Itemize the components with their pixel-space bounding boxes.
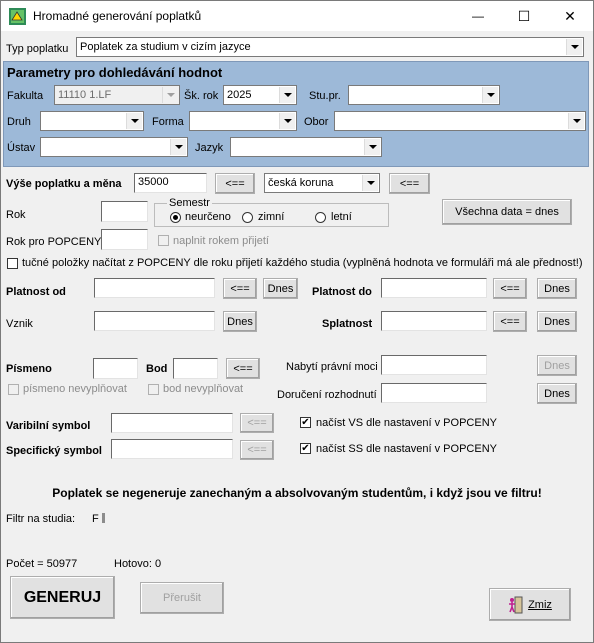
splatnost-label: Splatnost xyxy=(322,318,373,330)
radio-zimni[interactable] xyxy=(242,212,253,223)
druh-label: Druh xyxy=(7,116,31,128)
bod-input[interactable] xyxy=(173,358,218,379)
maximize-icon: ☐ xyxy=(517,7,531,24)
platnost-od-label: Platnost od xyxy=(6,286,66,298)
ss-checkbox[interactable] xyxy=(300,443,311,454)
platnost-do-today-button[interactable]: Dnes xyxy=(537,278,577,299)
params-panel xyxy=(3,61,589,167)
rok-popceny-input[interactable] xyxy=(101,229,148,250)
ss-input[interactable] xyxy=(111,439,233,459)
obor-select[interactable] xyxy=(334,111,586,131)
interrupt-button[interactable]: Přerušit xyxy=(140,582,224,614)
platnost-od-today-button[interactable]: Dnes xyxy=(263,278,298,299)
platnost-od-fill-button[interactable]: <== xyxy=(223,278,257,299)
skrok-value: 2025 xyxy=(227,89,252,101)
exit-door-icon xyxy=(508,596,524,614)
pismeno-nevyplnovat-label: písmeno nevyplňovat xyxy=(23,383,127,395)
platnost-do-label: Platnost do xyxy=(312,286,372,298)
splatnost-fill-button[interactable]: <== xyxy=(493,311,527,332)
tucne-label: tučné položky načítat z POPCENY dle roku přijetí každého studia (vyplněná hodnota ve formuláři má ale přednost!) xyxy=(22,257,583,269)
vs-input[interactable] xyxy=(111,413,233,433)
pismeno-input[interactable] xyxy=(93,358,138,379)
vznik-today-button[interactable]: Dnes xyxy=(223,311,257,332)
splatnost-input[interactable] xyxy=(381,311,487,331)
tucne-checkbox[interactable] xyxy=(7,258,18,269)
bod-label: Bod xyxy=(146,363,168,375)
currency-select[interactable] xyxy=(264,173,380,193)
splatnost-today-button[interactable]: Dnes xyxy=(537,311,577,332)
semestr-label: Semestr xyxy=(169,197,210,209)
nabyti-label: Nabytí právní moci xyxy=(286,361,378,373)
generate-button[interactable]: GENERUJ xyxy=(10,576,115,619)
ustav-select[interactable] xyxy=(40,137,188,157)
platnost-od-input[interactable] xyxy=(94,278,215,298)
minimize-icon: — xyxy=(472,9,484,23)
chevron-down-icon xyxy=(566,39,582,55)
maximize-button[interactable] xyxy=(501,1,547,31)
chevron-down-icon xyxy=(126,113,142,129)
vs-label: Varibilní symbol xyxy=(6,420,91,432)
bod-nevyplnovat-label: bod nevyplňovat xyxy=(163,383,244,395)
exit-button[interactable] xyxy=(489,588,571,621)
radio-zimni-label: zimní xyxy=(258,211,285,223)
close-icon: ✕ xyxy=(564,7,576,24)
count-text: Počet = 50977 xyxy=(6,558,78,570)
bod-nevyplnovat-checkbox[interactable] xyxy=(148,384,159,395)
stupr-select[interactable] xyxy=(348,85,500,105)
currency-fill-button[interactable]: <== xyxy=(389,173,430,194)
vznik-input[interactable] xyxy=(94,311,215,331)
filter-label: Filtr na studia: xyxy=(6,513,76,525)
rok-popceny-label: Rok pro POPCENY xyxy=(6,236,102,248)
window-title: Hromadné generování poplatků xyxy=(33,9,202,23)
chevron-down-icon xyxy=(279,113,295,129)
all-dates-today-button[interactable]: Všechna data = dnes xyxy=(442,199,572,225)
nabyti-input[interactable] xyxy=(381,355,487,375)
chevron-down-icon xyxy=(482,87,498,103)
naplnit-rokem-checkbox[interactable] xyxy=(158,235,169,246)
filter-value: F xyxy=(92,513,99,525)
doruceni-today-button[interactable]: Dnes xyxy=(537,383,577,404)
typ-poplatku-value: Poplatek za studium v cizím jazyce xyxy=(80,41,251,53)
pismeno-label: Písmeno xyxy=(6,363,52,375)
ss-checkbox-label: načíst SS dle nastavení v POPCENY xyxy=(316,443,497,455)
ss-fill-button[interactable]: <== xyxy=(240,440,274,460)
vs-checkbox[interactable] xyxy=(300,417,311,428)
chevron-down-icon xyxy=(362,175,378,191)
rok-input[interactable] xyxy=(101,201,148,222)
vs-checkbox-label: načíst VS dle nastavení v POPCENY xyxy=(316,417,497,429)
minimize-button[interactable] xyxy=(455,1,501,31)
vs-fill-button[interactable]: <== xyxy=(240,413,274,433)
title-bar xyxy=(1,1,593,31)
chevron-down-icon xyxy=(568,113,584,129)
doruceni-input[interactable] xyxy=(381,383,487,403)
obor-label: Obor xyxy=(304,116,329,128)
pismeno-nevyplnovat-checkbox[interactable] xyxy=(8,384,19,395)
druh-select[interactable] xyxy=(40,111,144,131)
typ-poplatku-label: Typ poplatku xyxy=(6,43,69,55)
close-button[interactable] xyxy=(547,1,593,31)
forma-label: Forma xyxy=(152,116,184,128)
amount-input[interactable]: 35000 xyxy=(134,173,207,193)
app-icon xyxy=(9,8,26,25)
forma-select[interactable] xyxy=(189,111,297,131)
stupr-label: Stu.pr. xyxy=(309,90,341,102)
params-title: Parametry pro dohledávání hodnot xyxy=(7,65,223,80)
check-icon: ✔ xyxy=(301,443,310,454)
naplnit-rokem-label: naplnit rokem přijetí xyxy=(173,235,269,247)
vznik-label: Vznik xyxy=(6,318,33,330)
fakulta-value: 11110 1.LF xyxy=(58,89,112,101)
vyse-label: Výše poplatku a měna xyxy=(6,178,122,190)
done-text: Hotovo: 0 xyxy=(114,558,162,570)
ustav-label: Ústav xyxy=(7,142,36,154)
currency-value: česká koruna xyxy=(268,177,334,189)
platnost-do-input[interactable] xyxy=(381,278,487,298)
jazyk-select[interactable] xyxy=(230,137,382,157)
amount-fill-button[interactable]: <== xyxy=(215,173,255,194)
nabyti-today-button[interactable]: Dnes xyxy=(537,355,577,376)
jazyk-label: Jazyk xyxy=(195,142,224,154)
chevron-down-icon xyxy=(170,139,186,155)
exit-button-label: Zmiz xyxy=(528,598,552,611)
fakulta-label: Fakulta xyxy=(7,90,44,102)
ss-label: Specifický symbol xyxy=(6,445,102,457)
notice-text: Poplatek se negeneruje zanechaným a absolvovaným studentům, i když jsou ve filtru! xyxy=(52,486,542,500)
filter-cursor xyxy=(102,513,105,523)
bod-fill-button[interactable]: <== xyxy=(226,358,260,379)
radio-letni[interactable] xyxy=(315,212,326,223)
platnost-do-fill-button[interactable]: <== xyxy=(493,278,527,299)
rok-label: Rok xyxy=(6,209,26,221)
chevron-down-icon xyxy=(162,87,178,103)
radio-neurceno[interactable] xyxy=(170,212,181,223)
skrok-select[interactable] xyxy=(223,85,297,105)
radio-letni-label: letní xyxy=(331,211,352,223)
radio-neurceno-label: neurčeno xyxy=(185,211,231,223)
chevron-down-icon xyxy=(364,139,380,155)
fakulta-select[interactable] xyxy=(54,85,180,105)
doruceni-label: Doručení rozhodnutí xyxy=(277,389,377,401)
skrok-label: Šk. rok xyxy=(184,90,219,102)
chevron-down-icon xyxy=(279,87,295,103)
typ-poplatku-select[interactable] xyxy=(76,37,584,57)
check-icon: ✔ xyxy=(301,417,310,428)
